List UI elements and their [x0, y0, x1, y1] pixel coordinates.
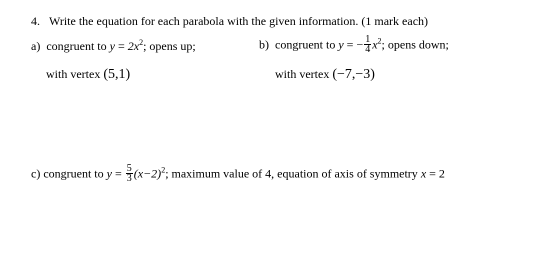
question-number: 4.	[31, 14, 40, 28]
part-c-equation: c) congruent to y = $\frac{5}{3}$ $(x-2)^2$; maximum value of 4, equation of axis of symmetry x = 2	[31, 163, 445, 184]
question-text: Write the equation for each parabola with the given information. (1 mark each)	[49, 14, 429, 28]
part-b-vertex-label: with vertex	[275, 67, 330, 81]
part-a-lhs: y	[109, 39, 115, 53]
part-c-axis-var: x	[420, 166, 427, 181]
part-c-lhs: y	[106, 166, 112, 181]
part-b-var: x	[372, 37, 378, 52]
part-c-axis-value: 2	[438, 166, 445, 181]
part-a-prefix: congruent to	[46, 39, 107, 53]
part-b-exponent: 2	[377, 36, 382, 46]
part-c-prefix: congruent to	[43, 166, 104, 181]
part-a-vertex-value: (5,1)	[103, 67, 131, 82]
part-b-lhs: y	[338, 37, 344, 52]
part-b-vertex	[275, 67, 375, 82]
part-a-vertex	[46, 67, 130, 82]
part-c-label: c)	[31, 166, 41, 181]
part-a-equation: a) congruent to $y = 2x^2$; opens up;	[31, 38, 196, 53]
part-a-vertex-label: with vertex	[46, 67, 101, 81]
part-c-suffix: ; maximum value of 4, equation of axis of symmetry	[165, 166, 418, 181]
part-b-prefix: congruent to	[275, 37, 336, 52]
part-c-fraction	[126, 164, 133, 183]
part-a-label: a)	[31, 39, 41, 53]
part-b-vertex-value: (−7,−3)	[332, 67, 375, 82]
part-c-frac-den: 3	[126, 173, 132, 184]
part-b-frac-num: 1	[365, 34, 371, 45]
part-a-suffix: ; opens up;	[143, 39, 196, 53]
part-b-sign: −	[356, 37, 364, 52]
question-header	[31, 14, 428, 28]
part-b-frac-den: 4	[365, 44, 371, 55]
part-c-exponent: 2	[161, 165, 166, 175]
part-a-rhs: 2x	[127, 39, 140, 53]
part-b-label: b)	[259, 37, 269, 52]
part-b-equation: b) congruent to y = − $\frac{1}{4}$ $x^2$; opens down;	[259, 34, 449, 55]
part-b-suffix: ; opens down;	[381, 37, 449, 52]
part-a-exponent: 2	[139, 38, 144, 47]
part-c-frac-num: 5	[126, 163, 132, 174]
part-b-fraction	[364, 35, 371, 54]
part-c-paren: (x−2)	[133, 166, 162, 181]
